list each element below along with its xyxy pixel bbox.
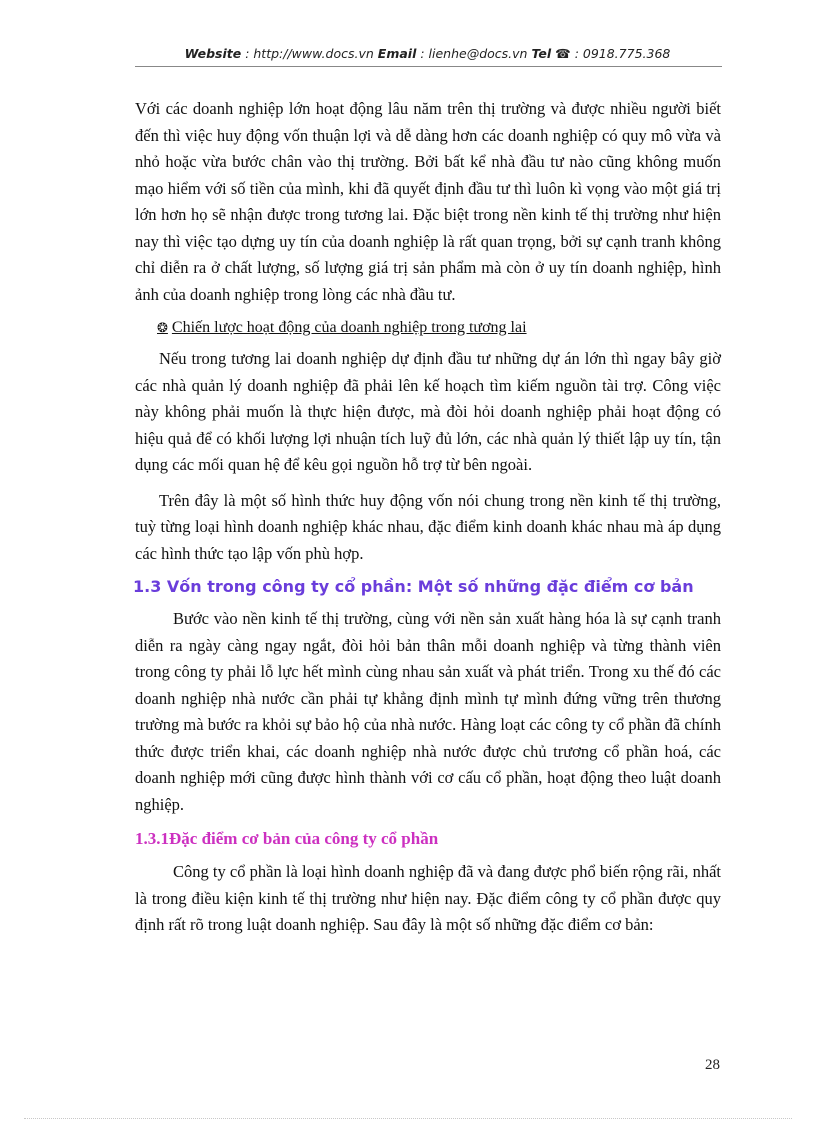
footer-divider <box>24 1118 792 1119</box>
strategy-subheading <box>157 317 721 339</box>
website-label: Website <box>184 46 242 61</box>
header-divider <box>135 66 722 67</box>
page-number: 28 <box>705 1057 720 1073</box>
paragraph-1: Với các doanh nghiệp lớn hoạt động lâu năm trên thị trường và được nhiều người biết đến thì việc huy động vốn thuận lợi và dễ dàng hơn các doanh nghiệp có quy mô vừa và nhỏ hoặc vừa bước chân vào thị trường. Bởi bất kể nhà đầu tư nào cũng không muốn mạo hiểm với số tiền của mình, khi đã quyết định đầu tư thì luôn kì vọng vào một giá trị lớn hơn họ sẽ nhận được trong tương lai. Đặc biệt trong nền kinh tế thị trường như hiện nay thì việc tạo dựng uy tín của doanh nghiệp là rất quan trọng, bởi sự cạnh tranh không chỉ diễn ra ở chất lượng, số lượng giá trị sản phẩm mà còn ở uy tín doanh nghiệp, hình ảnh của doanh nghiệp trong lòng các nhà đầu tư. <box>135 99 721 304</box>
paragraph-3: Trên đây là một số hình thức huy động vốn nói chung trong nền kinh tế thị trường, tuỳ từng loại hình doanh nghiệp khác nhau, đặc điểm kinh doanh khác nhau mà áp dụng các hình thức tạo lập vốn phù hợp. <box>135 490 721 563</box>
page-header <box>135 46 720 61</box>
flower-bullet-icon: ❂ <box>157 320 168 335</box>
paragraph-5: Công ty cổ phần là loại hình doanh nghiệp đã và đang được phổ biến rộng rãi, nhất là trong điều kiện kinh tế thị trường như hiện nay. Đặc điểm công ty cổ phần được quy định rất rõ trong luật doanh nghiệp. Sau đây là một số những đặc điểm cơ bản: <box>135 862 721 934</box>
tel-value: : 0918.775.368 <box>574 46 671 61</box>
paragraph-2: Nếu trong tương lai doanh nghiệp dự định đầu tư những dự án lớn thì ngay bây giờ các nhà quản lý doanh nghiệp đã phải lên kế hoạch tìm kiếm nguồn tài trợ. Công việc này không phải muốn là thực hiện được, mà đòi hỏi doanh nghiệp phải hoạt động có hiệu quả để có khối lượng lợi nhuận tích luỹ đủ lớn, các nhà quản lý thiết lập uy tín, tận dụng các mối quan hệ để kêu gọi nguồn hỗ trợ từ bên ngoài. <box>135 349 721 474</box>
phone-icon: ☎ <box>555 46 571 61</box>
strategy-subheading-text: Chiến lược hoạt động của doanh nghiệp trong tương lai <box>171 319 527 336</box>
page-body <box>135 96 721 948</box>
subsection-heading-1-3-1: 1.3.1Đặc điểm cơ bản của công ty cổ phần <box>135 829 439 848</box>
paragraph-4: Bước vào nền kinh tế thị trường, cùng với nền sản xuất hàng hóa là sự cạnh tranh diễn ra ngày càng ngay ngắt, đòi hỏi bản thân mỗi doanh nghiệp và từng thành viên trong công ty phải lỗ lực hết mình cùng nhau sản xuất và phát triển. Trong xu thế đó các doanh nghiệp nhà nước cần phải tự khẳng định mình tự mình đứng vững trên thương trường mà bước ra khỏi sự bảo hộ của nhà nước. Hàng loạt các công ty cổ phần đã chính thức được triển khai, các doanh nghiệp nhà nước được chủ trương cổ phần hoá, các doanh nghiệp mới cũng được hình thành với cơ cấu cổ phần, hoạt động theo luật doanh nghiệp. <box>135 609 721 814</box>
email-value: : lienhe@docs.vn <box>420 46 528 61</box>
tel-label: Tel <box>531 46 552 61</box>
email-label: Email <box>377 46 417 61</box>
website-value: : http://www.docs.vn <box>245 46 374 61</box>
section-heading-1-3: 1.3 Vốn trong công ty cổ phần: Một số những đặc điểm cơ bản <box>133 577 694 596</box>
